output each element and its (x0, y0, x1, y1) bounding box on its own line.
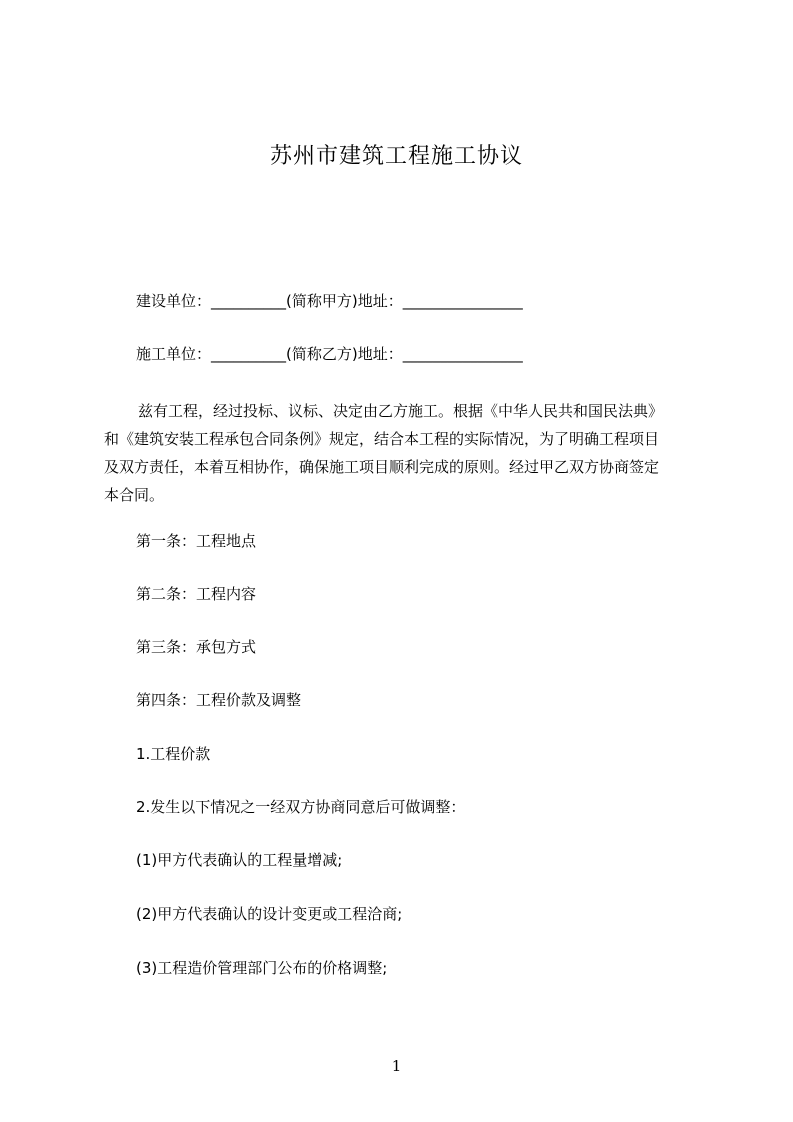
article-1: 第一条：工程地点 (136, 532, 257, 550)
sub-item-1: (1)甲方代表确认的工程量增减; (136, 851, 343, 869)
article-4: 第四条：工程价款及调整 (136, 691, 302, 709)
sub-item-3: (3)工程造价管理部门公布的价格调整; (136, 959, 388, 977)
intro-line: 和《建筑安装工程承包合同条例》规定，结合本工程的实际情况，为了明确工程项目 (104, 430, 660, 448)
sub-item-2: (2)甲方代表确认的设计变更或工程洽商; (136, 905, 403, 923)
intro-paragraph (104, 397, 704, 509)
intro-line: 本合同。 (104, 486, 165, 504)
intro-line: 及双方责任，本着互相协作，确保施工项目顺利完成的原则。经过甲乙双方协商签定 (104, 458, 660, 476)
intro-line: 兹有工程，经过投标、议标、决定由乙方施工。根据《中华人民共和国民法典》 (138, 402, 664, 420)
page-number: 1 (391, 1057, 402, 1075)
document-title: 苏州市建筑工程施工协议 (269, 144, 523, 169)
party-b-line: 施工单位：__________(简称乙方)地址：________________ (136, 345, 523, 363)
article-3: 第三条：承包方式 (136, 638, 257, 656)
article-2: 第二条：工程内容 (136, 585, 257, 603)
item-2: 2.发生以下情况之一经双方协商同意后可做调整： (136, 798, 466, 816)
party-a-line: 建设单位：__________(简称甲方)地址：________________ (136, 292, 523, 310)
item-1: 1.工程价款 (136, 745, 211, 763)
